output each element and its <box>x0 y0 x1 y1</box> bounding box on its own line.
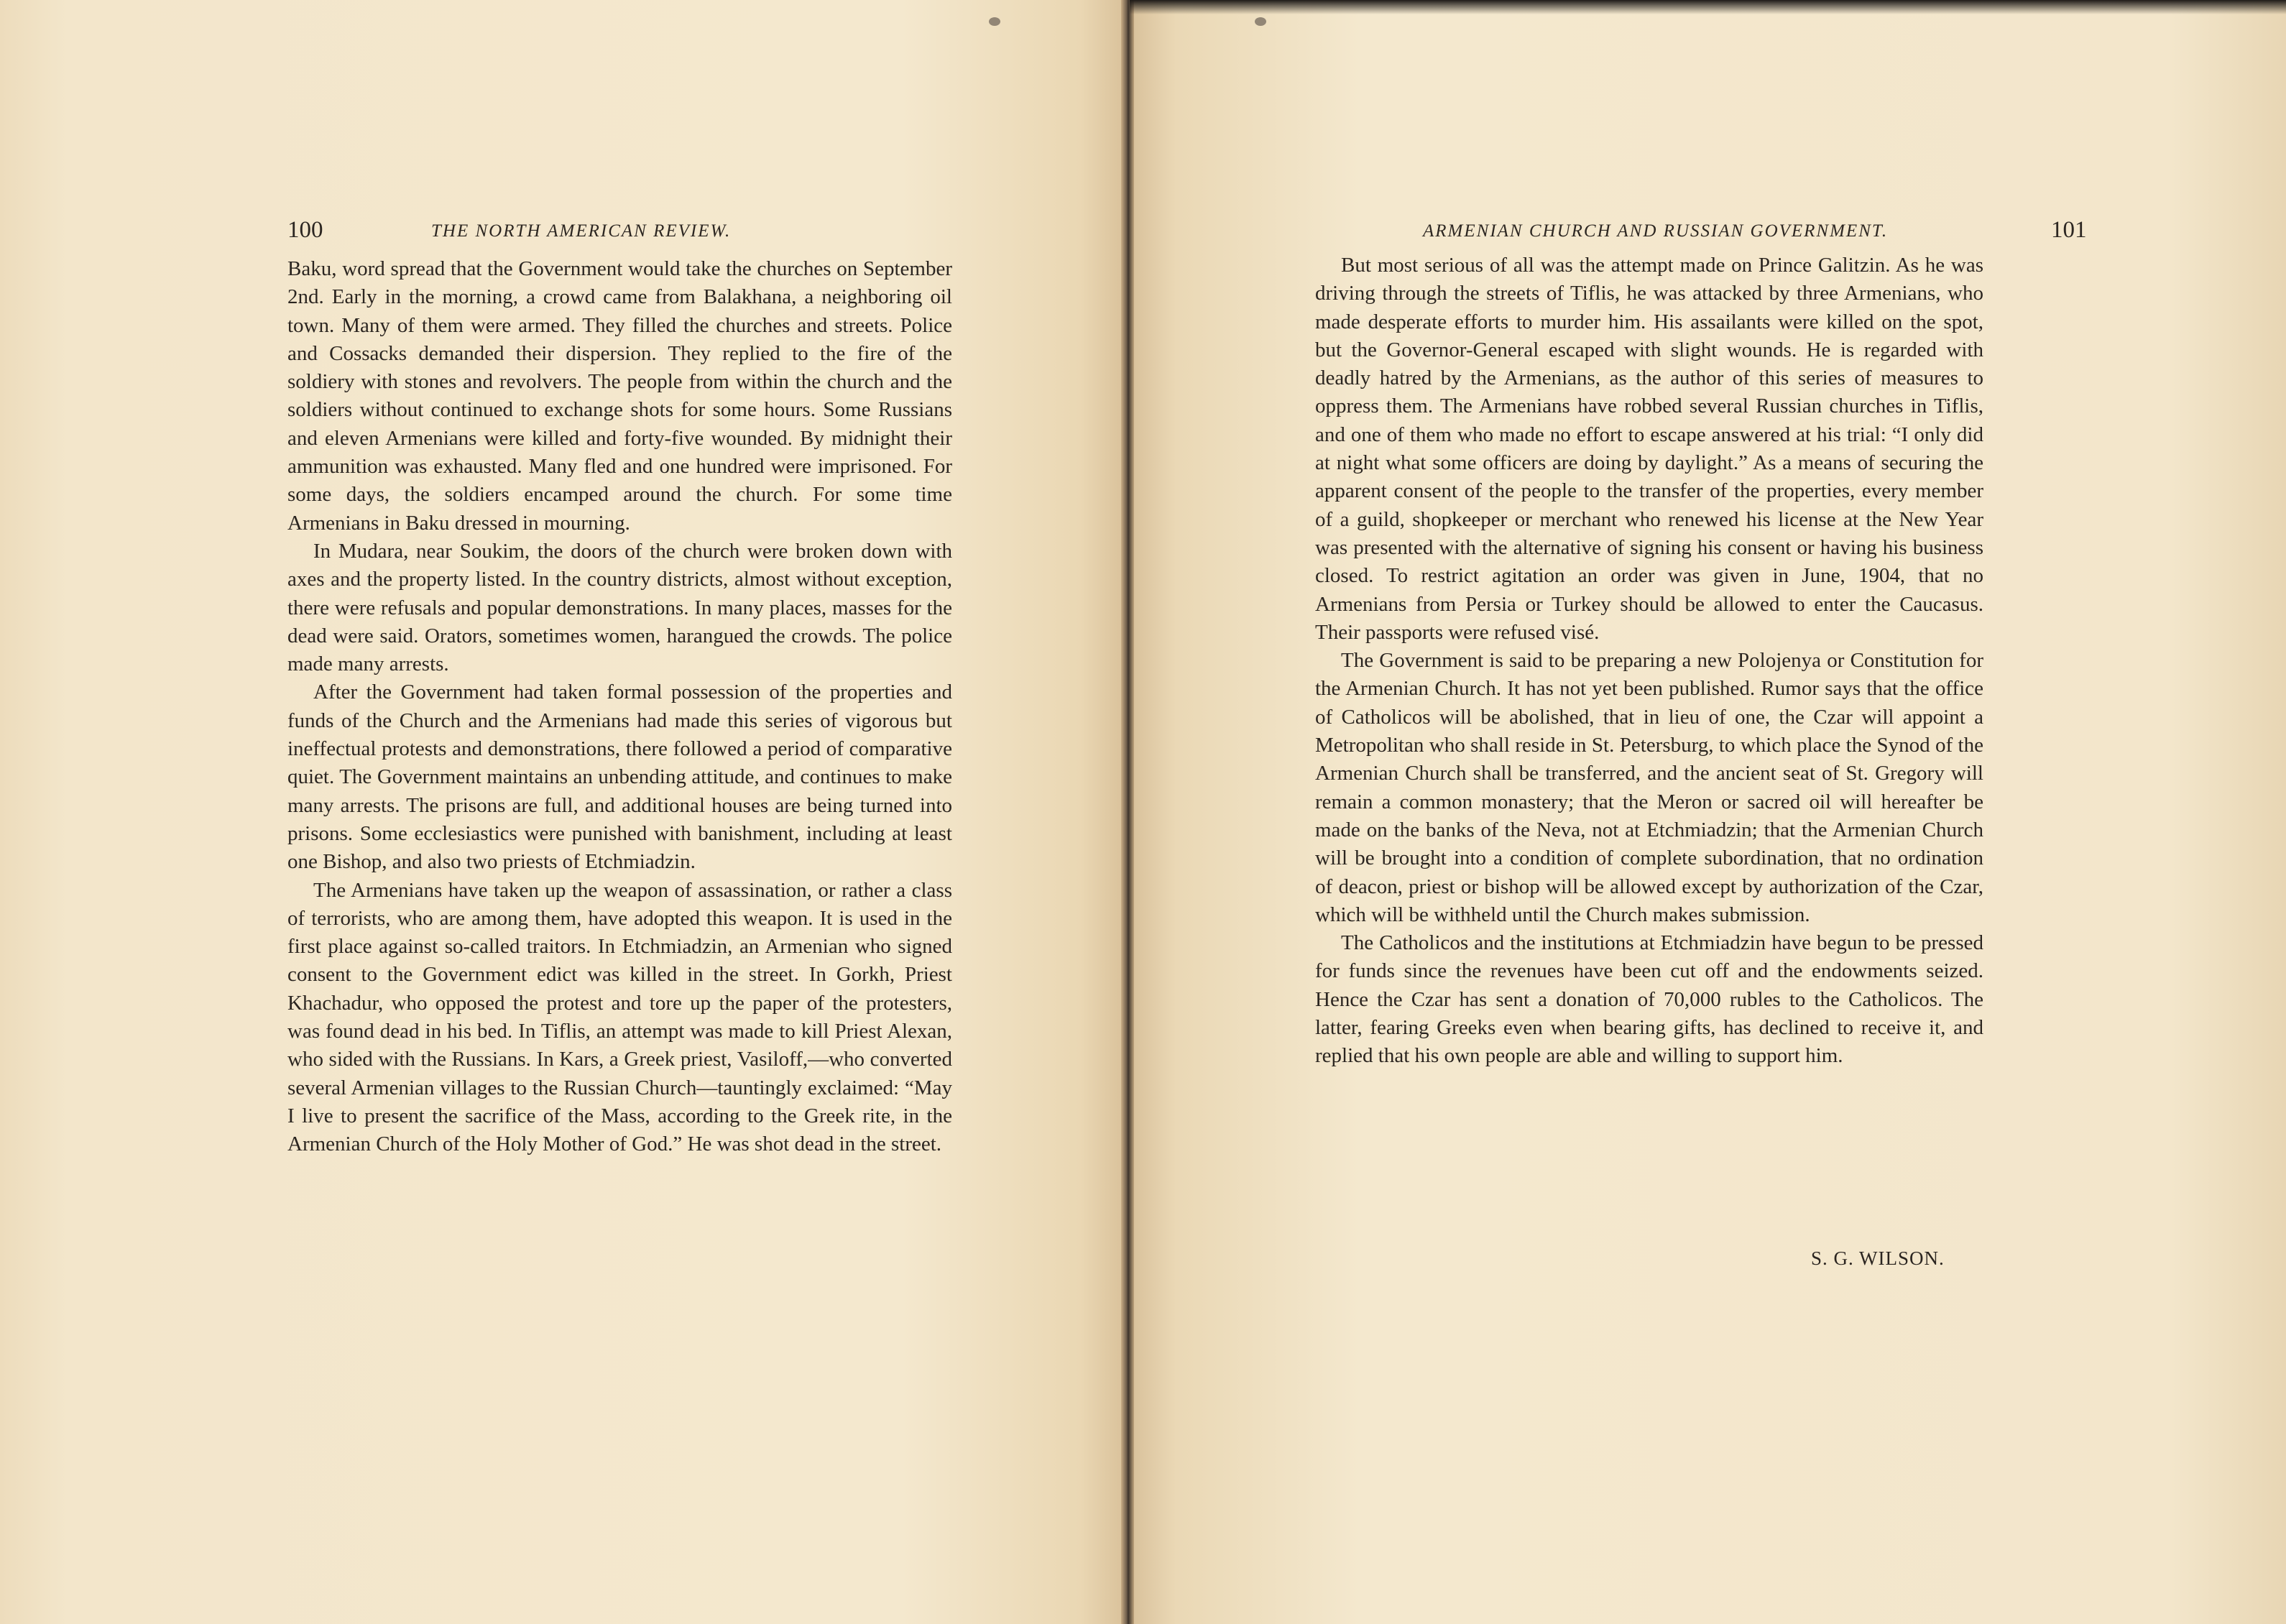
right-page-header <box>1380 216 2087 252</box>
book-gutter <box>1121 0 1134 1624</box>
running-head: ARMENIAN CHURCH AND RUSSIAN GOVERNMENT. <box>1423 221 1889 241</box>
paragraph: But most serious of all was the attempt made on Prince Galitzin. As he was driving through the streets of Tiflis, he was attacked by three Armenians, who made desperate efforts to murder him. His assailants were killed on the spot, but the Governor-General escaped with slight wounds. He is regarded with deadly hatred by the Armenians, as the author of this series of measures to oppress them. The Armenians have robbed several Russian churches in Tiflis, and one of them who made no effort to escape answered at his trial: “I only did at night what some officers are doing by daylight.” As a means of securing the apparent consent of the people to the transfer of the properties, every member of a guild, shopkeeper or merchant who renewed his license at the New Year was presented with the alternative of signing his consent or having his business closed. To restrict agitation an order was given in June, 1904, that no Armenians from Persia or Turkey should be allowed to enter the Caucasus. Their passports were refused visé. <box>1315 254 1983 644</box>
paragraph: The Catholicos and the institutions at Etchmiadzin have begun to be pressed for funds since the revenues have been cut off and the endowments seized. Hence the Czar has sent a donation of 70,000 rubles to the Catholicos. The latter, fearing Greeks even when bearing gifts, has declined to receive it, and replied that his own people are able and willing to support him. <box>1315 931 1983 1068</box>
paragraph: In Mudara, near Soukim, the doors of the church were broken down with axes and the property listed. In the country districts, almost without exception, there were refusals and popular demonstrations. In many places, masses for the dead were said. Orators, sometimes women, harangued the crowds. The police made many arrests. <box>287 539 952 676</box>
page-number: 101 <box>2051 217 2087 243</box>
right-page-content <box>1315 252 1983 1071</box>
page-edge-shadow <box>1130 0 2286 14</box>
running-head: THE NORTH AMERICAN REVIEW. <box>431 221 732 241</box>
page-number: 100 <box>287 217 323 243</box>
ink-mark <box>1255 17 1266 26</box>
author-signature: S. G. WILSON. <box>1811 1247 1945 1269</box>
paragraph: Baku, word spread that the Government would take the churches on September 2nd. Early in the morning, a crowd came from Balakhana, a neighboring oil town. Many of them were armed. They filled the churches and streets. Police and Cossacks demanded their dispersion. They replied to the fire of the soldiery with stones and revolvers. The people from within the church and the soldiers without continued to exchange shots for some hours. Some Russians and eleven Armenians were killed and forty-five wounded. By midnight their ammunition was exhausted. Many fled and one hundred were imprisoned. For some days, the soldiers encamped around the church. For some time Armenians in Baku dressed in mourning. <box>287 257 952 535</box>
left-page <box>0 0 1125 1624</box>
paragraph: The Armenians have taken up the weapon of assassination, or rather a class of terrorists, who are among them, have adopted this weapon. It is used in the first place against so-called traitors. In Etchmiadzin, an Armenian who signed consent to the Government edict was killed in the street. In Gorkh, Priest Khachadur, who opposed the protest and tore up the paper of the protesters, was found dead in his bed. In Tiflis, an attempt was made to kill Priest Alexan, who sided with the Russians. In Kars, a Greek priest, Vasiloff,—who converted several Armenian villages to the Russian Church—tauntingly exclaimed: “May I live to present the sacrifice of the Mass, according to the Greek rite, in the Armenian Church of the Holy Mother of God.” He was shot dead in the street. <box>287 878 952 1156</box>
ink-mark <box>989 17 1000 26</box>
paragraph: After the Government had taken formal possession of the properties and funds of the Church and the Armenians had made this series of vigorous but ineffectual protests and demonstrations, there followed a period of comparative quiet. The Government maintains an unbending attitude, and continues to make many arrests. The prisons are full, and additional houses are being turned into prisons. Some ecclesiastics were punished with banishment, including at least one Bishop, and also two priests of Etchmiadzin. <box>287 680 952 874</box>
left-page-body <box>287 255 952 1159</box>
left-page-header <box>287 216 949 252</box>
paragraph: The Government is said to be preparing a new Polojenya or Constitution for the Armenian Church. It has not yet been published. Rumor says that the office of Catholicos will be abolished, that in lieu of one, the Czar will appoint a Metropolitan who shall reside in St. Petersburg, to which place the Synod of the Armenian Church shall be transferred, and the ancient seat of St. Gregory will remain a common monastery; that the Meron or sacred oil will hereafter be made on the banks of the Neva, not at Etchmiadzin; that the Armenian Church will be brought into a condition of complete subordination, that no ordination of deacon, priest or bishop will be allowed except by authorization of the Czar, which will be withheld until the Church makes submission. <box>1315 649 1983 926</box>
